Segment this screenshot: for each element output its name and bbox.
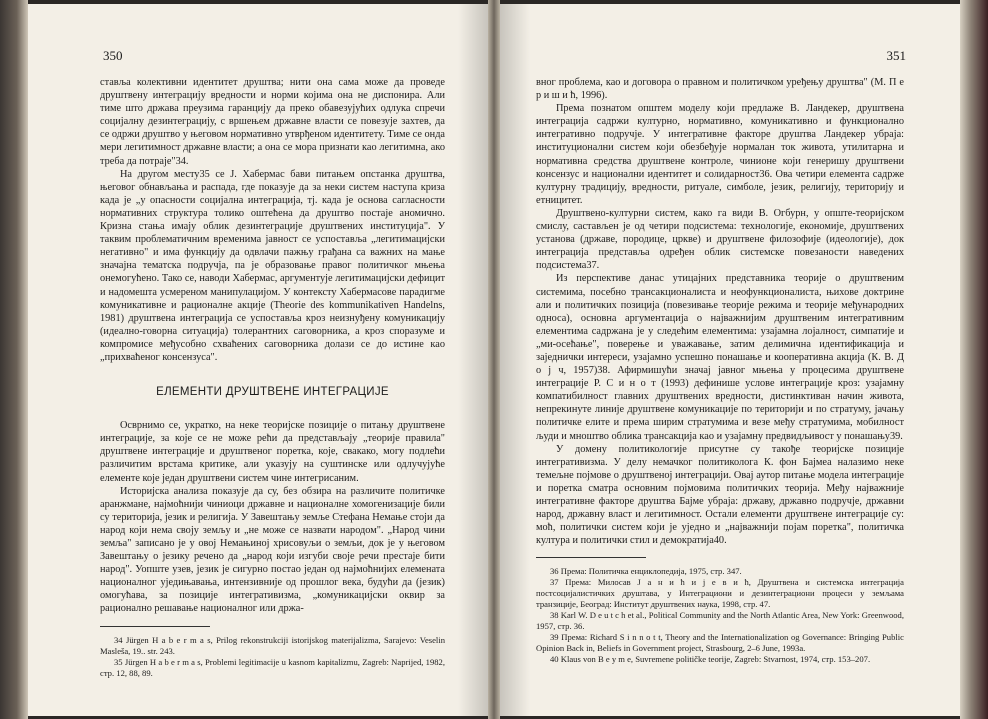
footnote: 36 Према: Политичка енциклопедија, 1975, стр. 347. (550, 566, 742, 577)
paragraph: Према познатом општем моделу који предлаже В. Ландекер, друштвена интеграција садржи културно, нормативно, комуникативно и функционално интегративно подручје. У интегративне факторе друштва Ландекер убраја: институционални систем који обезбеђује нормалан ток живота, утилитарна и нормативна средства друштвене контроле, чинионе који генеришу друштвени консензус и национални идентитет и солидарност36. Ова четири елемента садрже културну традицију, вредности, ритуале, симболе, језик, религију, територију и етницитет. (536, 103, 904, 206)
footnote-rule (100, 626, 210, 627)
paragraph: На другом месту35 се Ј. Хабермас бави питањем опстанка друштва, његовог обнављања и распада, где показује да за неки систем наступа криза када је „у опасности социјална интеграција, тј. када је основа сагласности нормативних структура толико оштећена да друштво постаје аномично. Кризна стања имају облик дезинтеграције друштвених институција". У таквим проблематичним временима јавност се успоставља „легитимацијски негативно" и има функцију да одвлачи пажњу грађана са важних на мање значајна тематска подручја, па је образовање правог политичког мњења онемогућено. Тако се, наводи Хабермас, аргументује легитимацијски дефицит и надомешта усмереном манипулацијом. У контексту Хабермасове парадигме комуникативне и рационалне акције (Theorie des kommunikativen Handelns, 1981) друштвена интеграција се успоставља кроз неизнуђену комуникацију (идеално-говорна ситуација) толерантних саговорника, а кроз споразуме и компромисе међусобно схваћених саговорника долази се до истине као „прихваћеног консензуса". (100, 168, 445, 363)
paragraph: Из перспективе данас утицајних представника теорије о друштвеним системима, посебно трансакционалиста и неофункционалиста, њихове доктрине али и политичких позиција (повезивање теорије режима и теорије међународних односа), основна аргументација о најважнијим друштвеним интегративним елементима садржана је у следећим елементима: узајамна лојалност, симпатије и „ми-осећање", поверење и уважавање, затим делимична идентификација и заједнички интереси, узајамно успешно понашање и кооперативна акција (К. В. Д о ј ч, 1957)38. Афирмишући значај јавног мњења у процесима друштвене интеграције Р. С и н о т (1993) дефинише услове интеграције кроз: узајамну компатибилност главних друштвених вредности, дистинктиван начин живота, непрекинуте линије друштвене комуникације по територији и по стратуму, јачању политичке елите и према ширим стратумима и везе међу стратумима, мобилност људи и мноштво облика трансакција као и узајамну предвидљивост у понашању39. (536, 273, 904, 442)
page-number: 351 (886, 48, 906, 63)
paragraph: Осврнимо се, укратко, на неке теоријске позиције о питању друштвене интеграције, за које се не може рећи да представљају „теорије правила" друштвене интеграције и друштвеног поретка, које, свакако, могу подлећи различитим врстама критике, али указују на суштинске или одлучујуће елементе које један друштвени систем чине интегрисаним. (100, 420, 445, 484)
book-edge-right (960, 0, 988, 719)
paragraph: У домену политикологије присутне су такође теоријске позиције интегративизма. У делу немачког политиколога К. фон Бајмеа налазимо неке темељне појмове о друштвеној интеграцији. Овај аутор питање модела интеграције и поретка сматра основним појмовима политичких теорија. Међу најважније интегративне факторе друштва Бајме убраја: државу, државно подручје, државни народ, државну власт и легитимност. Остали елементи друштвене интеграције су: моћ, политички систем који је уједно и „најважнији појам поретка", политичка култура и политички стил и демократија40. (536, 443, 904, 547)
paragraph: вног проблема, као и договора о правном и политичком уређењу друштва" (М. П е р и ш и ћ, 1996). (536, 77, 904, 102)
left-page (28, 4, 488, 716)
paragraph: Историјска анализа показује да су, без обзира на различите политичке аранжмане, најмоћнији чиниоци државне и националне хомогенизације били су територија, језик и религија. У Завештању земље Стефана Немање стоји да народ који нема своју земљу и „не може се назвати народом". „Народ чини земља" записано је у овој Немањиној хрисовуљи о земљи, док је у његовом Завештању о језику речено да „народ који изгуби своје речи престаје бити народ". Уопште узев, језик је сигурно постао један од најмоћнијих елемената националног уједињавања, интензивније од прошлог века, будући да (језик) омогућава, за позиције интегративизма, „комуникацијски оквир за рационално решавање националног или држа- (100, 485, 445, 615)
footnote: 34 Jürgen H a b e r m a s, Prilog rekonstrukciji istorijskog materijalizma, Sarajevo: Veselin Masleša, 19.. str. 243. (100, 634, 445, 656)
text-column (100, 76, 445, 679)
footnote: 40 Klaus von B e y m e, Suvremene političke teorije, Zagreb: Stvarnost, 1974, стр. 153–207. (550, 654, 871, 665)
footnotes (100, 635, 445, 679)
text-column (536, 76, 904, 665)
right-page (500, 4, 960, 716)
section-heading: ЕЛЕМЕНТИ ДРУШТВЕНЕ ИНТЕГРАЦИЈЕ (156, 386, 389, 399)
footnote: 38 Karl W. D e u t c h et al., Political Community and the North Atlantic Area, New York: Greenwood, 1957, стр. 36. (536, 610, 904, 632)
book-edge-left (0, 0, 28, 719)
footnote-rule (536, 557, 646, 558)
page-number: 350 (103, 48, 123, 63)
footnote: 39 Према: Richard S i n n o t t, Theory and the Internationalization og Governance: Bringing Public Opinion Back in, Beliefs in Government project, Strasbourg, 2–6 June, 1993a. (536, 632, 904, 654)
book-gutter (488, 0, 500, 719)
paragraph: Друштвено-културни систем, како га види В. Огбурн, у опште-теоријском смислу, састављен је од четири подсистема: технологије, економије, друштвених установа (државе, породице, цркве) и друштвене филозофије (идеологије), док интеграција представља одређен облик системске повезаности наведених подсистема37. (536, 207, 904, 272)
paragraph: стављa колективни идентитет друштва; нити она сама може да проведе друштвену интеграцију вредности и норми којима она не диспонира. Али тиме што држава преузима гаранцију да преко обавезујућих одлука спречи социјалну дезинтеграцију, с вршењем државне власти се повезује захтев, да се одржи друштво у његовом нормативно утврђеном идентитету. Тиме се онда мери легитимност државне власти; а она се мора признати као легитимна, ако треба да потраје"34. (100, 77, 445, 167)
footnote: 35 Jürgen H a b e r m a s, Problemi legitimacije u kasnom kapitalizmu, Zagreb: Naprijed, 1982, стр. 12, 88, 89. (100, 656, 445, 678)
footnotes (536, 566, 904, 665)
footnote: 37 Према: Милосав J а н и ћ и ј е в и ћ, Друштвена и системска интеграција постсоцијалистичких друштава, у Интеграциони и дезинтеграциони процеси у земљама транзиције, Београд: Институт друштвених наука, 1998, стр. 47. (536, 577, 904, 610)
